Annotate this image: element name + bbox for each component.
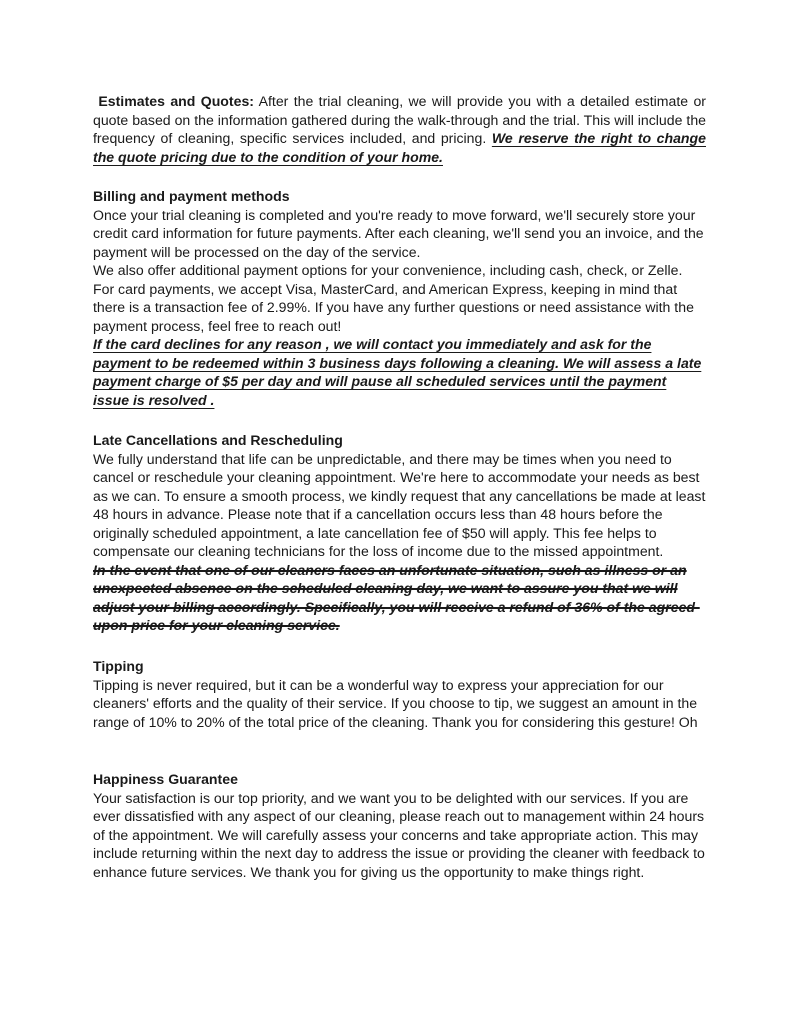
- happiness-section: [93, 770, 706, 881]
- billing-paragraph-2: We also offer additional payment options for your convenience, including cash, check, or Zelle. For card payments, we accept Visa, MasterCard, and American Express, keeping in mind that there is a transaction fee of 2.99%. If you have any further questions or need assistance with the payment process, feel free to reach out!: [93, 262, 694, 334]
- estimates-emphasis: We reserve the right to change the quote pricing due to the condition of your home.: [93, 130, 706, 165]
- estimates-body: After the trial cleaning, we will provide you with a detailed estimate or quote based on the information gathered during the walk-through and the trial. This will include the frequency of cleaning, specific services included, and pricing.: [93, 93, 706, 146]
- billing-section: [93, 187, 706, 409]
- late-cancellations-body: We fully understand that life can be unpredictable, and there may be times when you need to cancel or reschedule your cleaning appointment. We're here to accommodate your needs as best as we can. To ensure a smooth process, we kindly request that any cancellations be made at least 48 hours in advance. Please note that if a cancellation occurs less than 48 hours before the originally scheduled appointment, a late cancellation fee of $50 will apply. This fee helps to compensate our cleaning technicians for the loss of income due to the missed appointment.: [93, 450, 706, 559]
- estimates-section: [93, 92, 706, 166]
- billing-emphasis: If the card declines for any reason , we will contact you immediately and ask for the payment to be redeemed within 3 business days following a cleaning. We will assess a late payment charge of $5 per day and will pause all scheduled services until the payment issue is resolved .: [93, 336, 702, 408]
- tipping-body: Tipping is never required, but it can be a wonderful way to express your appreciation for our cleaners' efforts and the quality of their service. If you choose to tip, we suggest an amount in the range of 10% to 20% of the total price of the cleaning. Thank you for considering this gesture! Oh: [93, 676, 698, 730]
- estimates-heading: Estimates and Quotes:: [98, 93, 254, 109]
- tipping-section: [93, 657, 706, 731]
- estimates-paragraph: [93, 92, 706, 166]
- late-cancellations-heading: Late Cancellations and Rescheduling: [93, 432, 343, 448]
- late-cancellations-struck-text: In the event that one of our cleaners faces an unfortunate situation, such as illness or an unexpected absence on the scheduled cleaning day, we want to assure you that we will adjust your billing accordingly. Specifically, you will receive a refund of 36% of the agreed-upon price for your cleaning service.: [93, 561, 700, 633]
- tipping-heading: Tipping: [93, 658, 144, 674]
- happiness-heading: Happiness Guarantee: [93, 771, 238, 787]
- happiness-body: Your satisfaction is our top priority, and we want you to be delighted with our services. If you are ever dissatisfied with any aspect of our cleaning, please reach out to management within 24 hours of the appointment. We will carefully assess your concerns and take appropriate action. This may include returning within the next day to address the issue or providing the cleaner with feedback to enhance future services. We thank you for giving us the opportunity to make things right.: [93, 789, 705, 880]
- late-cancellations-section: [93, 431, 706, 635]
- billing-paragraph-1: Once your trial cleaning is completed and you're ready to move forward, we'll securely store your credit card information for future payments. After each cleaning, we'll send you an invoice, and the payment will be processed on the day of the service.: [93, 206, 704, 260]
- billing-heading: Billing and payment methods: [93, 188, 290, 204]
